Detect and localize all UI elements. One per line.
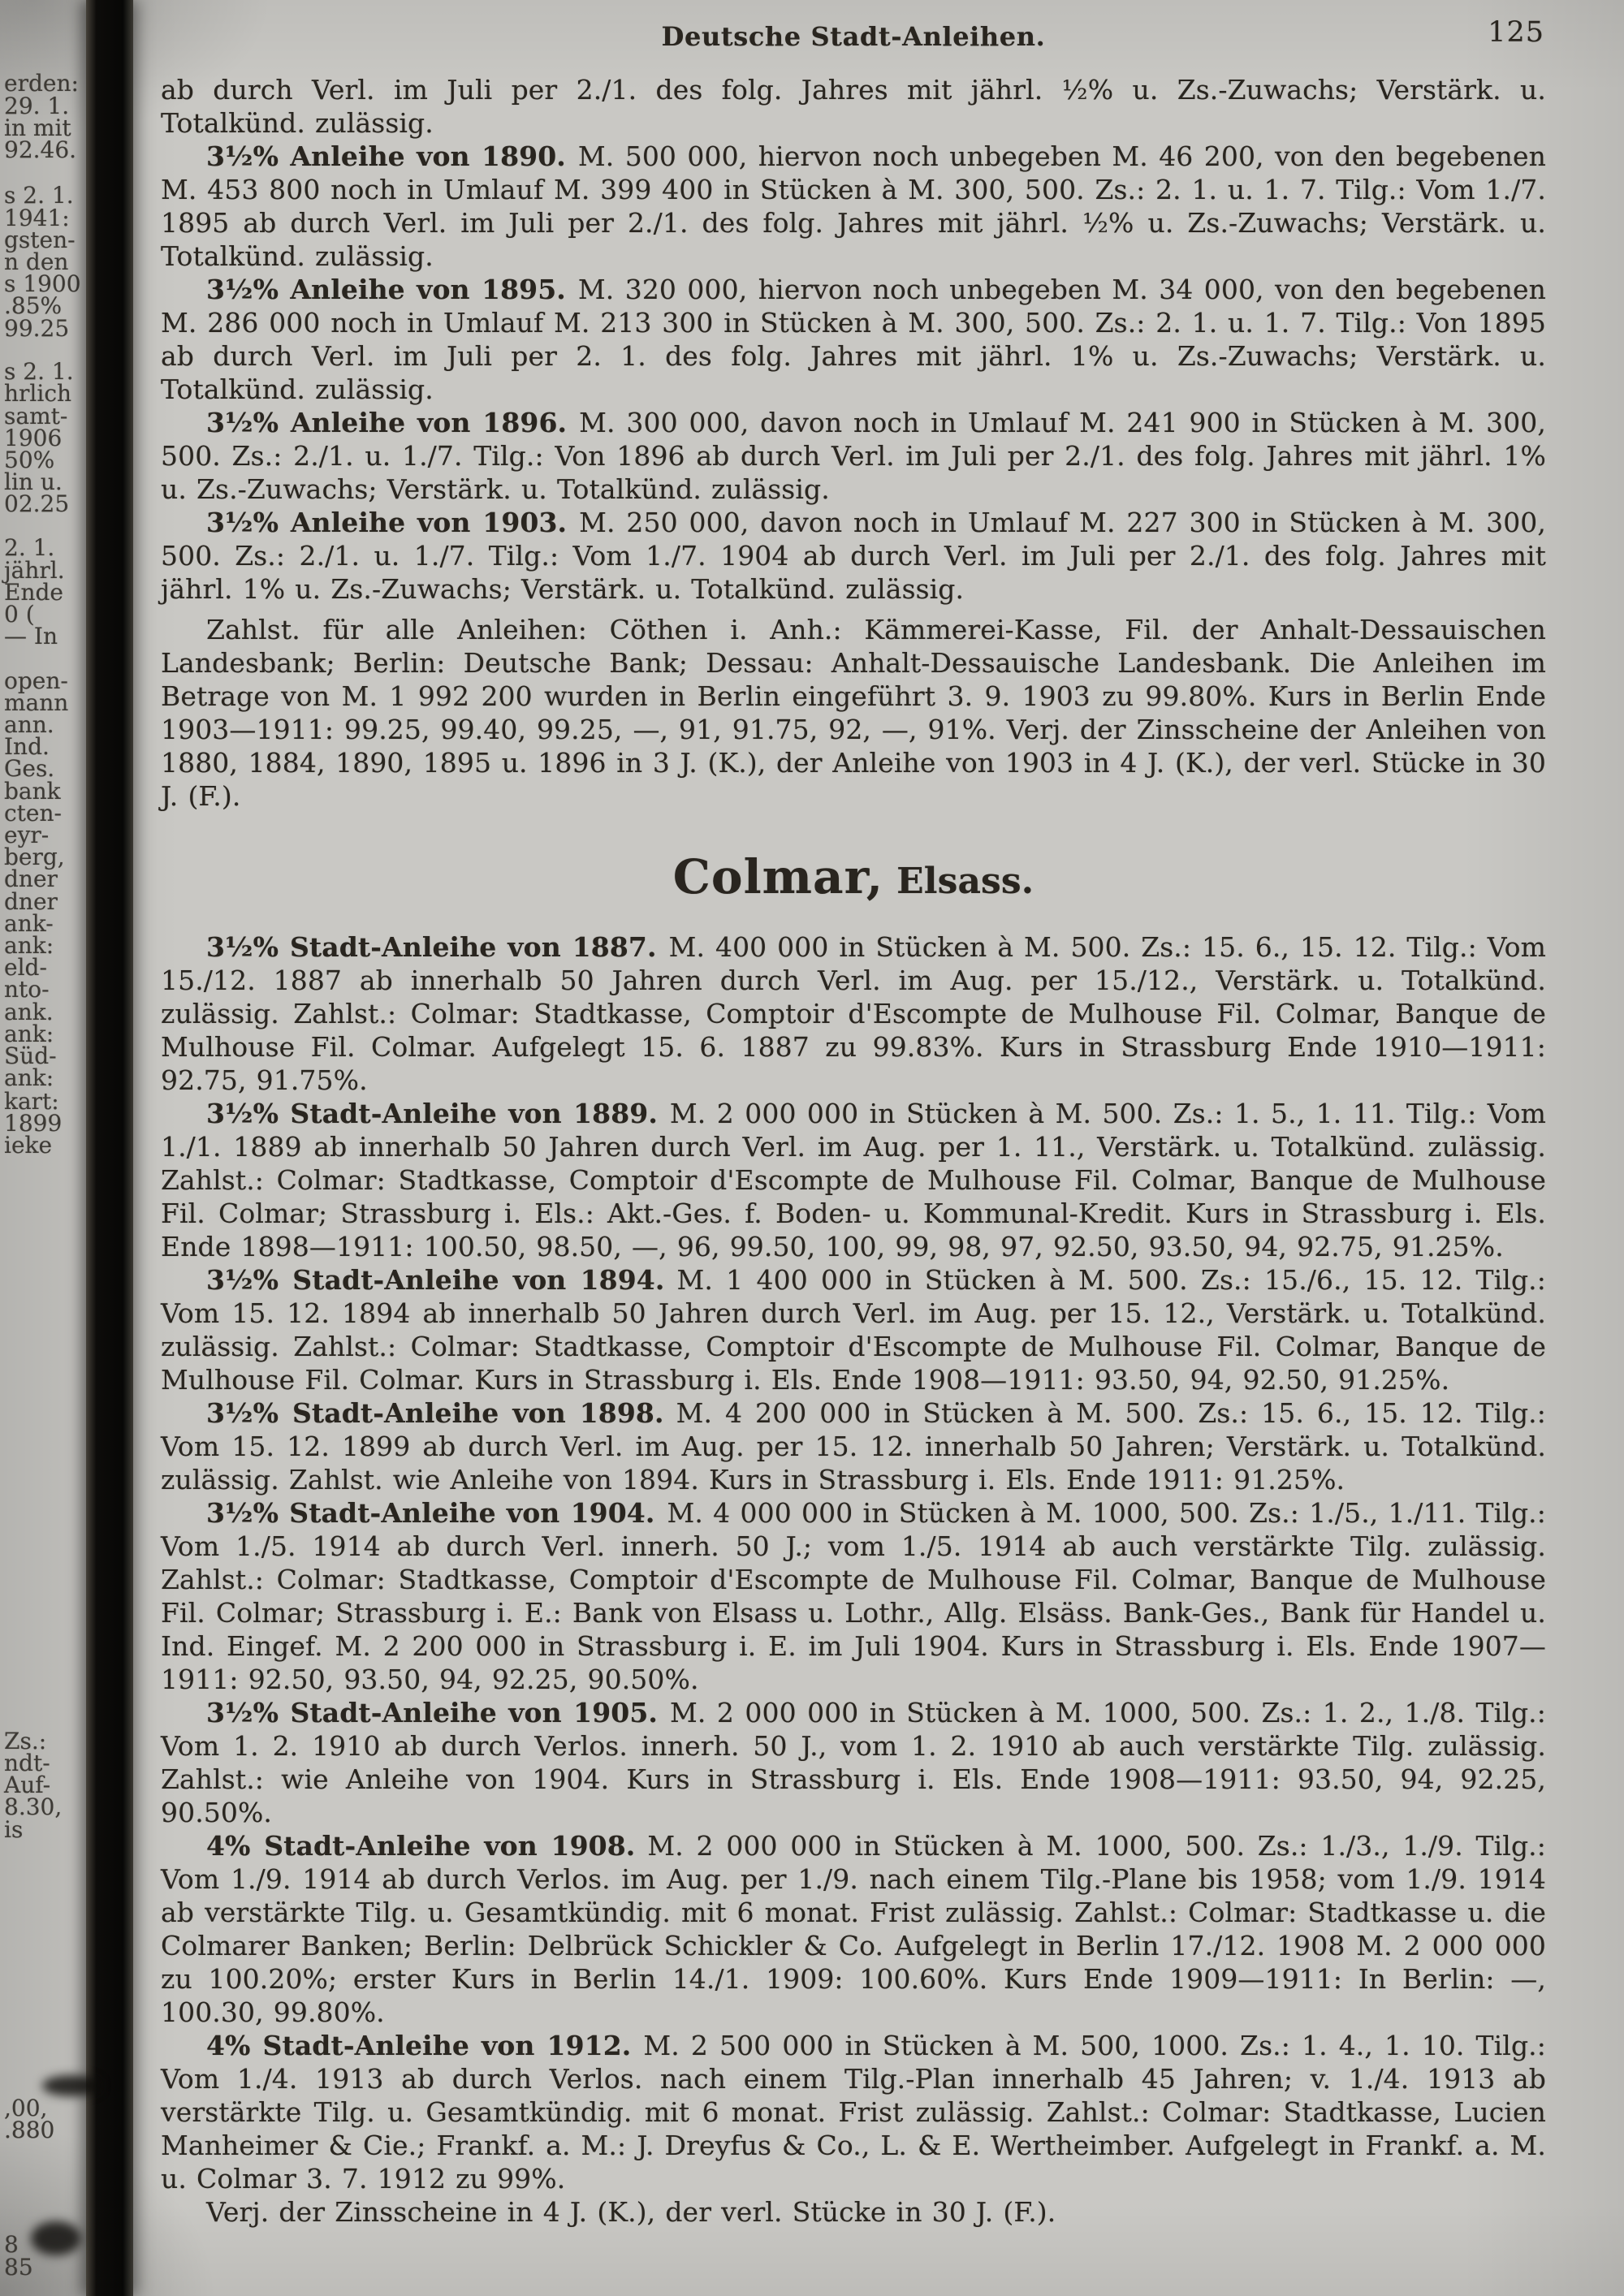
margin-fragment: .85%: [4, 292, 63, 319]
margin-fragment: 8.30,: [4, 1793, 63, 1820]
margin-fragment: kart:: [4, 1088, 59, 1115]
margin-fragment: 1906: [4, 425, 63, 451]
margin-fragment: s 2. 1.: [4, 182, 74, 209]
margin-fragment: 1941:: [4, 205, 70, 231]
page-number: 125: [1488, 16, 1544, 49]
book-gutter-shadow-bar: [86, 0, 133, 2296]
margin-fragment: nto-: [4, 976, 50, 1003]
margin-fragment: ,00,: [4, 2095, 48, 2121]
margin-fragment: is: [4, 1816, 24, 1843]
entry-lead: 3½% Anleihe von 1903.: [206, 507, 568, 538]
margin-fragment: eyr-: [4, 822, 50, 848]
margin-fragment: Ges.: [4, 755, 55, 782]
margin-fragment: s 2. 1.: [4, 358, 74, 385]
margin-fragment: 8: [4, 2231, 19, 2258]
margin-fragment: ank:: [4, 1064, 54, 1091]
margin-fragment: dner: [4, 865, 58, 892]
entry-stadtanleihe-1912: 4% Stadt-Anleihe von 1912. M. 2 500 000 in Stücken à M. 500, 1000. Zs.: 1. 4., 1. 10. Tilg.: Vom 1./4. 1913 ab durch Verlos. nach einem Tilg.-Plan innerhalb 45 Jahren; v. 1./4. 1913 ab verstärkte Tilg. u. Gesamtkündig. mit 6 monat. Frist zulässig. Zahlst.: Colmar: Stadtkasse, Lucien Manheimer & Cie.; Frankf. a. M.: J. Dreyfus & Co., L. & E. Wertheimber. Aufgelegt in Frankf. a. M. u. Colmar 3. 7. 1912 zu 99%.: [161, 2030, 1546, 2195]
entry-lead: 3½% Stadt-Anleihe von 1905.: [206, 1697, 659, 1728]
margin-fragment: 0 (: [4, 601, 35, 628]
body-text: [161, 73, 1546, 2229]
entry-lead: 3½% Anleihe von 1895.: [206, 274, 566, 305]
entry-anleihe-1896: 3½% Anleihe von 1896. M. 300 000, davon noch in Umlauf M. 241 900 in Stücken à M. 300, 500. Zs.: 2./1. u. 1./7. Tilg.: Von 1896 ab durch Verl. im Juli per 2./1. des folg. Jahres mit jährl. 1% u. Zs.-Zuwachs; Verstärk. u. Totalkünd. zulässig.: [161, 407, 1546, 505]
margin-fragment: in mit: [4, 114, 71, 141]
section-heading-colmar: [161, 848, 1546, 913]
paragraph-zahlstellen: Zahlst. für alle Anleihen: Cöthen i. Anh.: Kämmerei-Kasse, Fil. der Anhalt-Dessauischen Landesbank; Berlin: Deutsche Bank; Dessau: Anhalt-Dessauische Landesbank. Die Anleihen im Betrage von M. 1 992 200 wurden in Berlin eingeführt 3. 9. 1903 zu 99.80%. Kurs in Berlin Ende 1903—1911: 99.25, 99.40, 99.25, —, 91, 91.75, 92, —, 91%. Verj. der Zinsscheine der Anleihen von 1880, 1884, 1890, 1895 u. 1896 in 3 J. (K.), der Anleihe von 1903 in 4 J. (K.), der verl. Stücke in 30 J. (F.).: [161, 614, 1546, 812]
margin-fragment: ank.: [4, 999, 54, 1025]
margin-fragment: eld-: [4, 954, 47, 981]
margin-fragment: bank: [4, 778, 61, 805]
margin-fragment: Ende: [4, 579, 63, 606]
margin-fragment: n den: [4, 248, 69, 275]
page-header: [161, 16, 1546, 68]
entry-anleihe-1903: 3½% Anleihe von 1903. M. 250 000, davon noch in Umlauf M. 227 300 in Stücken à M. 300, 500. Zs.: 2./1. u. 1./7. Tilg.: Vom 1./7. 1904 ab durch Verl. im Juli per 2./1. des folg. Jahres mit jährl. 1% u. Zs.-Zuwachs; Verstärk. u. Totalkünd. zulässig.: [161, 507, 1546, 605]
margin-fragment: Süd-: [4, 1042, 57, 1069]
entry-lead: 4% Stadt-Anleihe von 1912.: [206, 2030, 632, 2061]
margin-fragment: Zs.:: [4, 1728, 47, 1754]
margin-fragment: ank:: [4, 1021, 54, 1047]
entry-lead: 3½% Stadt-Anleihe von 1904.: [206, 1497, 655, 1529]
entry-stadtanleihe-1889: 3½% Stadt-Anleihe von 1889. M. 2 000 000 in Stücken à M. 500. Zs.: 1. 5., 1. 11. Tilg.: Vom 1./1. 1889 ab innerhalb 50 Jahren durch Verl. im Aug. per 1. 11., Verstärk. u. Totalkünd. zulässig. Zahlst.: Colmar: Stadtkasse, Comptoir d'Escompte de Mulhouse Fil. Colmar, Banque de Mulhouse Fil. Colmar; Strassburg i. Els.: Akt.-Ges. f. Boden- u. Kommunal-Kredit. Kurs in Strassburg i. Els. Ende 1898—1911: 100.50, 98.50, —, 96, 99.50, 100, 99, 98, 97, 92.50, 93.50, 94, 92.75, 91.25%.: [161, 1098, 1546, 1262]
margin-fragment: 1899: [4, 1110, 63, 1137]
entry-lead: 3½% Stadt-Anleihe von 1889.: [206, 1098, 658, 1129]
margin-fragment: s 1900: [4, 270, 81, 297]
entry-stadtanleihe-1887: 3½% Stadt-Anleihe von 1887. M. 400 000 in Stücken à M. 500. Zs.: 15. 6., 15. 12. Tilg.: Vom 15./12. 1887 ab innerhalb 50 Jahren durch Verl. im Aug. per 15./12., Verstärk. u. Totalkünd. zulässig. Zahlst.: Colmar: Stadtkasse, Comptoir d'Escompte de Mulhouse Fil. Colmar, Banque de Mulhouse Fil. Colmar. Aufgelegt 15. 6. 1887 zu 99.83%. Kurs in Strassburg Ende 1910—1911: 92.75, 91.75%.: [161, 931, 1547, 1096]
entry-stadtanleihe-1894: 3½% Stadt-Anleihe von 1894. M. 1 400 000 in Stücken à M. 500. Zs.: 15./6., 15. 12. Tilg.: Vom 15. 12. 1894 ab innerhalb 50 Jahren durch Verl. im Aug. per 15. 12., Verstärk. u. Totalkünd. zulässig. Zahlst.: Colmar: Stadtkasse, Comptoir d'Escompte de Mulhouse Fil. Colmar, Banque de Mulhouse Fil. Colmar. Kurs in Strassburg i. Els. Ende 1908—1911: 93.50, 94, 92.50, 91.25%.: [161, 1264, 1546, 1396]
entry-stadtanleihe-1905: 3½% Stadt-Anleihe von 1905. M. 2 000 000 in Stücken à M. 1000, 500. Zs.: 1. 2., 1./8. Tilg.: Vom 1. 2. 1910 ab durch Verlos. innerh. 50 J., vom 1. 2. 1910 ab auch verstärkte Tilg. zulässig. Zahlst.: wie Anleihe von 1904. Kurs in Strassburg i. Els. Ende 1908—1911: 93.50, 94, 92.25, 90.50%.: [161, 1697, 1546, 1828]
ink-smudge: [42, 2075, 101, 2096]
entry-stadtanleihe-1904: 3½% Stadt-Anleihe von 1904. M. 4 000 000 in Stücken à M. 1000, 500. Zs.: 1./5., 1./11. Tilg.: Vom 1./5. 1914 ab durch Verl. innerh. 50 J.; vom 1./5. 1914 ab auch verstärkte Tilg. zulässig. Zahlst.: Colmar: Stadtkasse, Comptoir d'Escompte de Mulhouse Fil. Colmar, Banque de Mulhouse Fil. Colmar; Strassburg i. E.: Bank von Elsass u. Lothr., Allg. Elsäss. Bank-Ges., Bank für Handel u. Ind. Eingef. M. 2 200 000 in Strassburg i. E. im Juli 1904. Kurs in Strassburg i. Els. Ende 1907—1911: 92.50, 93.50, 94, 92.25, 90.50%.: [161, 1497, 1546, 1695]
margin-fragment: 50%: [4, 447, 55, 473]
entry-anleihe-1895: 3½% Anleihe von 1895. M. 320 000, hiervon noch unbegeben M. 34 000, von den begebenen M. 286 000 noch in Umlauf M. 213 300 in Stücken à M. 300, 500. Zs.: 2. 1. u. 1. 7. Tilg.: Von 1895 ab durch Verl. im Juli per 2. 1. des folg. Jahres mit jährl. 1% u. Zs.-Zuwachs; Verstärk. u. Totalkünd. zulässig.: [161, 274, 1546, 405]
margin-fragment: berg,: [4, 844, 65, 870]
entry-lead: 3½% Stadt-Anleihe von 1887.: [206, 931, 657, 963]
margin-fragment: samt-: [4, 403, 68, 429]
margin-fragment: 99.25: [4, 315, 70, 342]
margin-fragment: lin u.: [4, 468, 63, 495]
entry-lead: 3½% Anleihe von 1896.: [206, 407, 568, 438]
paragraph-verjaehrung: Verj. der Zinsscheine in 4 J. (K.), der verl. Stücke in 30 J. (F.).: [206, 2196, 1056, 2228]
margin-fragment: ank:: [4, 932, 54, 959]
margin-fragment: mann: [4, 689, 69, 716]
margin-fragment: cten-: [4, 800, 62, 826]
margin-fragment: hrlich: [4, 380, 72, 407]
margin-fragment: Ind.: [4, 733, 50, 760]
entry-lead: 4% Stadt-Anleihe von 1908.: [206, 1830, 636, 1862]
margin-fragment: ann.: [4, 711, 54, 738]
margin-fragment: 29. 1.: [4, 93, 70, 119]
margin-fragment: gsten-: [4, 227, 76, 253]
margin-fragment: ank-: [4, 910, 54, 937]
entry-stadtanleihe-1898: 3½% Stadt-Anleihe von 1898. M. 4 200 000 in Stücken à M. 500. Zs.: 15. 6., 15. 12. Tilg.: Vom 15. 12. 1899 ab durch Verl. im Aug. per 15. 12. innerhalb 50 Jahren; Verstärk. u. Totalkünd. zulässig. Zahlst. wie Anleihe von 1894. Kurs in Strassburg i. Els. Ende 1911: 91.25%.: [161, 1397, 1546, 1495]
margin-fragment: open-: [4, 667, 68, 694]
entry-lead: 3½% Stadt-Anleihe von 1894.: [206, 1264, 665, 1296]
margin-fragment: .880: [4, 2117, 55, 2143]
margin-fragment: ieke: [4, 1132, 53, 1159]
margin-fragment: 92.46.: [4, 136, 77, 163]
entry-lead: 3½% Anleihe von 1890.: [206, 140, 566, 172]
entry-anleihe-1890: 3½% Anleihe von 1890. M. 500 000, hiervon noch unbegeben M. 46 200, von den begebenen M. 453 800 noch in Umlauf M. 399 400 in Stücken à M. 300, 500. Zs.: 2. 1. u. 1. 7. Tilg.: Vom 1./7. 1895 ab durch Verl. im Juli per 2./1. des folg. Jahres mit jährl. ½% u. Zs.-Zuwachs; Verstärk. u. Totalkünd. zulässig.: [161, 140, 1546, 272]
running-title: Deutsche Stadt-Anleihen.: [661, 21, 1046, 52]
margin-fragment: 85: [4, 2254, 33, 2281]
entry-lead: 3½% Stadt-Anleihe von 1898.: [206, 1397, 664, 1429]
margin-fragment: — In: [4, 623, 58, 650]
entry-stadtanleihe-1908: 4% Stadt-Anleihe von 1908. M. 2 000 000 in Stücken à M. 1000, 500. Zs.: 1./3., 1./9. Tilg.: Vom 1./9. 1914 ab durch Verlos. im Aug. per 1./9. nach einem Tilg.-Plane bis 1958; vom 1./9. 1914 ab verstärkte Tilg. u. Gesamtkündig. mit 6 monat. Frist zulässig. Zahlst.: Colmar: Stadtkasse u. die Colmarer Banken; Berlin: Delbrück Schickler & Co. Aufgelegt in Berlin 17./12. 1908 M. 2 000 000 zu 100.20%; erster Kurs in Berlin 14./1. 1909: 100.60%. Kurs Ende 1909—1911: In Berlin: —, 100.30, 99.80%.: [161, 1830, 1546, 2028]
page-content-column: [161, 0, 1546, 2229]
margin-fragment: 02.25: [4, 490, 70, 517]
section-heading-city: Colmar,: [672, 849, 884, 904]
ink-smudge: [31, 2221, 81, 2255]
margin-fragment: Auf-: [4, 1772, 51, 1798]
margin-fragment: erden:: [4, 70, 79, 97]
margin-fragment: ndt-: [4, 1750, 50, 1776]
margin-fragment: 2. 1.: [4, 534, 55, 561]
margin-fragment: jährl.: [4, 557, 65, 584]
margin-fragment: dner: [4, 888, 58, 915]
paragraph-continuation: ab durch Verl. im Juli per 2./1. des folg. Jahres mit jährl. ½% u. Zs.-Zuwachs; Verstärk. u. Totalkünd. zulässig.: [161, 74, 1546, 139]
section-heading-region: Elsass.: [896, 861, 1034, 902]
left-margin-clipped-text: [0, 0, 84, 2296]
